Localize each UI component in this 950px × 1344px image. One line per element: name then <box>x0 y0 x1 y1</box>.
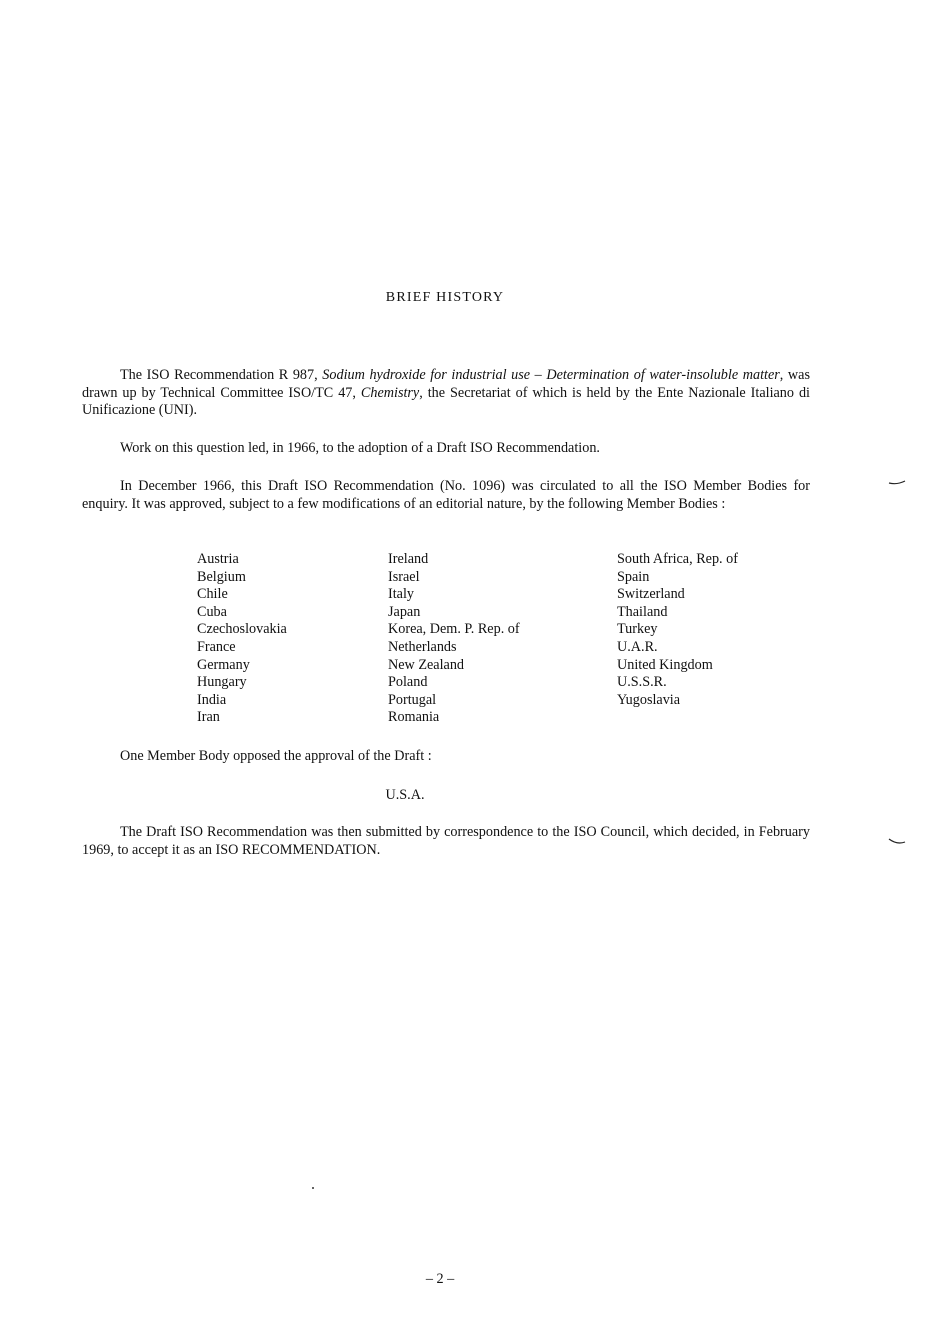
country-item: Japan <box>388 603 421 620</box>
country-item: Korea, Dem. P. Rep. of <box>388 621 520 638</box>
country-item: Germany <box>197 656 250 673</box>
paragraph-draft-adoption <box>82 440 810 458</box>
country-item: Czechoslovakia <box>197 621 287 638</box>
para1-text-1: The ISO Recommendation R 987, <box>120 367 323 383</box>
country-item: New Zealand <box>388 656 465 673</box>
country-item: Switzerland <box>617 586 685 603</box>
margin-mark <box>888 478 906 488</box>
country-item: Italy <box>388 586 414 603</box>
country-item: France <box>197 638 236 655</box>
country-item: Romania <box>388 709 440 726</box>
country-item: South Africa, Rep. of <box>617 551 738 567</box>
country-item: Hungary <box>197 674 247 691</box>
para6-text: The Draft ISO Recommendation was then submitted by correspondence to the ISO Council, which decided, in February 1969, to accept it as an ISO RECOMMENDATION. <box>82 824 810 858</box>
para3-text: In December 1966, this Draft ISO Recommendation (No. 1096) was circulated to all the ISO Member Bodies for enquiry. It was approved, subject to a few modifications of an editorial nature, by the following Member Bodies : <box>82 478 810 512</box>
country-item: Poland <box>388 674 428 691</box>
country-item: Austria <box>197 551 239 567</box>
speck <box>312 1187 314 1189</box>
country-item: Chile <box>197 586 228 603</box>
country-item: Portugal <box>388 691 437 708</box>
para4-text: One Member Body opposed the approval of the Draft : <box>120 748 432 764</box>
paragraph-origin <box>82 367 810 420</box>
page-title: BRIEF HISTORY <box>385 290 505 305</box>
country-item: Turkey <box>617 621 658 638</box>
member-bodies-column-1 <box>197 551 287 727</box>
opposing-member-body: U.S.A. <box>385 787 425 803</box>
para1-standard-title: Sodium hydroxide for industrial use – Determination of water-insoluble matter <box>322 367 780 383</box>
margin-mark <box>888 836 906 846</box>
country-item: India <box>197 691 227 708</box>
country-item: Thailand <box>617 603 668 620</box>
country-item: Netherlands <box>388 638 457 655</box>
para1-text-3: , was drawn up by Technical Committee ISO/TC 47, <box>82 367 810 401</box>
para2-text: Work on this question led, in 1966, to the adoption of a Draft ISO Recommendation. <box>120 440 600 456</box>
country-item: U.S.S.R. <box>617 674 667 691</box>
country-item: United Kingdom <box>617 656 713 673</box>
paragraph-circulation <box>82 478 810 513</box>
member-bodies-column-3 <box>617 551 738 709</box>
country-item: Cuba <box>197 603 227 620</box>
paragraph-council-decision <box>82 824 810 859</box>
country-item: Spain <box>617 568 650 585</box>
country-item: Iran <box>197 709 220 726</box>
country-item: Ireland <box>388 551 429 567</box>
country-item: U.A.R. <box>617 638 658 655</box>
country-item: Yugoslavia <box>617 691 681 708</box>
country-item: Israel <box>388 568 420 585</box>
para1-committee-name: Chemistry <box>360 384 420 401</box>
paragraph-opposition <box>82 748 810 766</box>
para1-text-5: , the Secretariat of which is held by the Ente Nazionale Italiano di Unificazione (UNI). <box>82 384 810 418</box>
country-item: Belgium <box>197 568 246 585</box>
member-bodies-column-2 <box>388 551 520 727</box>
page-number: – 2 – <box>425 1271 455 1287</box>
